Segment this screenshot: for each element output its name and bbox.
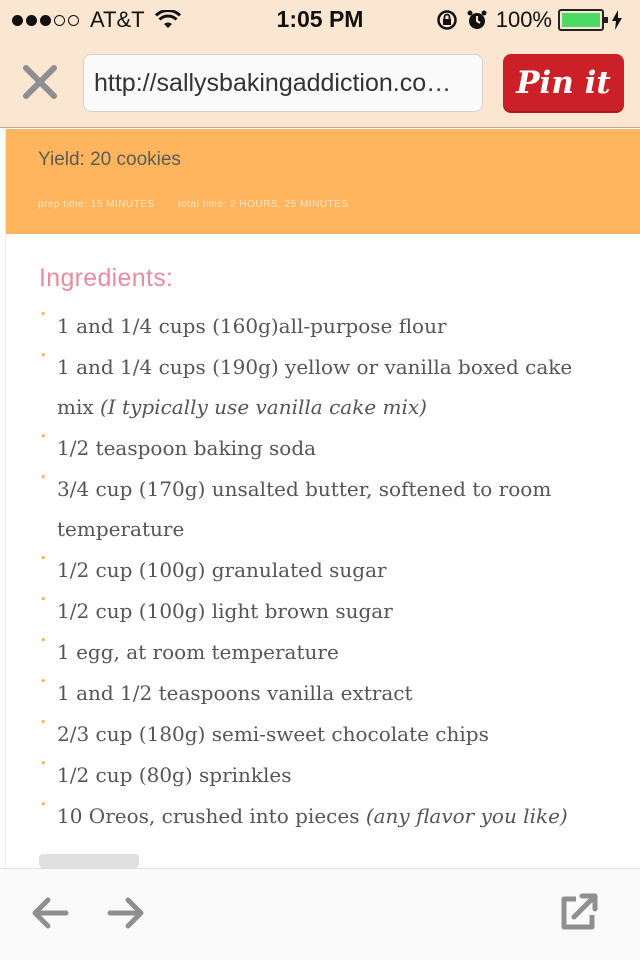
ingredient-item bbox=[39, 550, 599, 590]
web-content[interactable] bbox=[0, 129, 640, 868]
ingredient-text: 10 Oreos, crushed into pieces bbox=[57, 804, 366, 828]
ingredient-text: 1/2 cup (100g) granulated sugar bbox=[57, 558, 387, 582]
rotation-lock-icon bbox=[436, 9, 458, 31]
ingredient-text: 1/2 cup (100g) light brown sugar bbox=[57, 599, 393, 623]
battery-icon bbox=[558, 9, 604, 31]
ingredient-text: 3/4 cup (170g) unsalted butter, softened to room temperature bbox=[57, 477, 552, 541]
status-bar bbox=[0, 0, 640, 40]
ingredient-item bbox=[39, 469, 599, 549]
arrow-right-icon[interactable] bbox=[104, 891, 148, 935]
url-field[interactable]: http://sallysbakingaddiction.co… bbox=[83, 54, 483, 112]
ingredient-text: 1 and 1/4 cups (190g) yellow or vanilla boxed cake mix bbox=[57, 355, 573, 419]
ingredient-item bbox=[39, 306, 599, 346]
browser-nav-bar bbox=[0, 40, 640, 128]
ingredient-item bbox=[39, 591, 599, 631]
browser-toolbar bbox=[0, 868, 640, 960]
prep-time: prep time: 15 MINUTES bbox=[38, 199, 155, 210]
ingredient-text: 2/3 cup (180g) semi-sweet chocolate chips bbox=[57, 722, 489, 746]
bullet-icon: • bbox=[40, 593, 47, 606]
ingredient-item bbox=[39, 632, 599, 672]
pin-it-button[interactable]: Pin it bbox=[503, 54, 624, 113]
battery-percent: 100% bbox=[495, 7, 552, 32]
bullet-icon: • bbox=[40, 757, 47, 770]
ingredient-text: 1/2 cup (80g) sprinkles bbox=[57, 763, 292, 787]
ingredient-item bbox=[39, 755, 599, 795]
bullet-icon: • bbox=[40, 798, 47, 811]
alarm-clock-icon bbox=[466, 9, 488, 31]
ingredient-note: (I typically use vanilla cake mix) bbox=[100, 395, 427, 419]
ingredient-text: 1 and 1/2 teaspoons vanilla extract bbox=[57, 681, 413, 705]
ingredients-heading: Ingredients: bbox=[39, 264, 174, 292]
external-link-icon[interactable] bbox=[556, 891, 600, 935]
ingredient-text: 1/2 teaspoon baking soda bbox=[57, 436, 317, 460]
bullet-icon: • bbox=[40, 471, 47, 484]
bullet-icon: • bbox=[40, 716, 47, 729]
ingredient-item bbox=[39, 428, 599, 468]
bullet-icon: • bbox=[40, 634, 47, 647]
battery-level bbox=[562, 13, 600, 27]
total-time: total time: 2 HOURS, 25 MINUTES bbox=[177, 199, 349, 210]
ingredients-list bbox=[39, 306, 599, 837]
ingredient-text: 1 and 1/4 cups (160g)all-purpose flour bbox=[57, 314, 447, 338]
battery-tip bbox=[604, 17, 608, 23]
ingredient-item bbox=[39, 796, 599, 836]
ingredient-text: 1 egg, at room temperature bbox=[57, 640, 339, 664]
ingredient-note: (any flavor you like) bbox=[365, 804, 568, 828]
bullet-icon: • bbox=[40, 552, 47, 565]
status-right bbox=[436, 6, 630, 34]
bullet-icon: • bbox=[40, 675, 47, 688]
carrier-name: AT&T bbox=[90, 7, 145, 32]
ingredient-item bbox=[39, 714, 599, 754]
next-section-heading-partial bbox=[39, 854, 139, 868]
arrow-left-icon[interactable] bbox=[28, 891, 72, 935]
charging-bolt-icon bbox=[612, 10, 622, 30]
clock-time: 1:05 PM bbox=[276, 6, 364, 32]
bullet-icon: • bbox=[40, 308, 47, 321]
ingredient-item bbox=[39, 673, 599, 713]
recipe-times bbox=[38, 199, 368, 210]
recipe-yield: Yield: 20 cookies bbox=[38, 149, 181, 170]
bullet-icon: • bbox=[40, 430, 47, 443]
bullet-icon: • bbox=[40, 349, 47, 362]
recipe-card bbox=[5, 129, 640, 868]
close-x-icon[interactable] bbox=[22, 64, 58, 100]
ingredient-item bbox=[39, 347, 599, 427]
recipe-yield-box bbox=[6, 129, 640, 234]
